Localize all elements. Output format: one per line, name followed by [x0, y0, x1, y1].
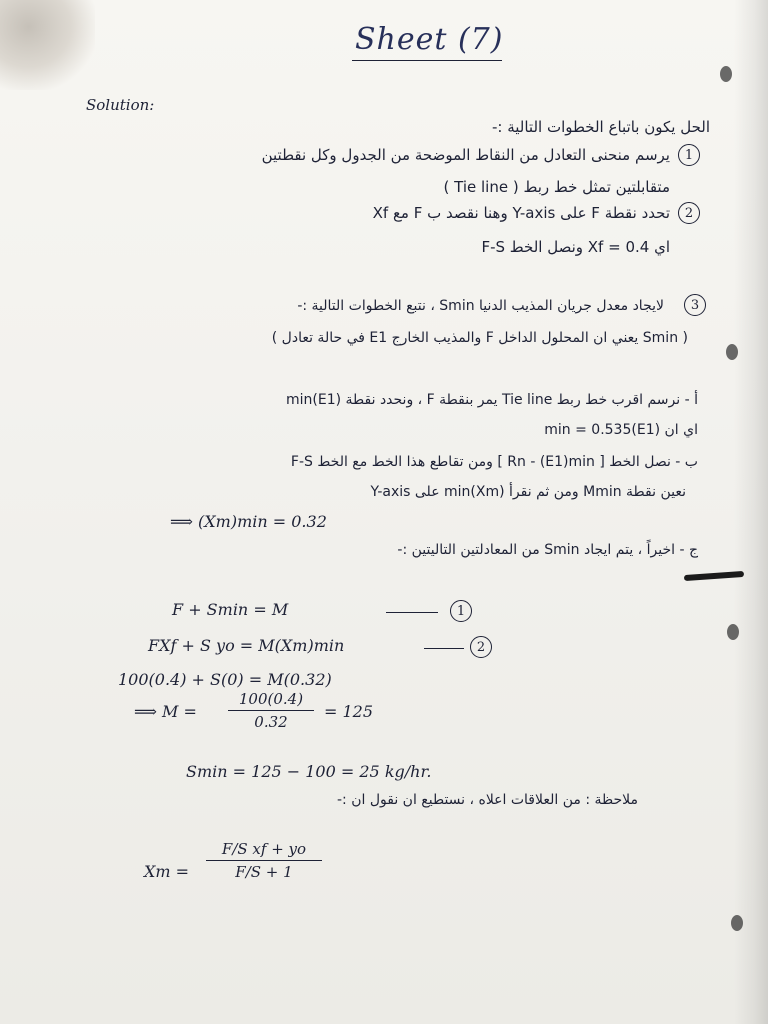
step2-line2: اي Xf = 0.4 ونصل الخط F-S	[481, 238, 670, 256]
equation-dash	[386, 612, 438, 613]
torn-corner	[0, 0, 95, 90]
punch-hole-mark	[726, 344, 738, 360]
equation-dash	[424, 648, 464, 649]
step3-line2: ( Smin يعني ان المحلول الداخل F والمذيب الخارج E1 في حالة تعادل )	[271, 330, 688, 346]
step3c-line: ج - اخيراً ، يتم ايجاد Smin من المعادلتين التاليتين :-	[397, 542, 698, 558]
equation-2: FXf + S yo = M(Xm)min	[148, 636, 345, 655]
page-title: Sheet (7)	[355, 22, 504, 57]
step3-line1: لايجاد معدل جريان المذيب الدنيا Smin ، نتبع الخطوات التالية :-	[297, 298, 664, 314]
m-denominator: 0.32	[254, 713, 288, 731]
step1-line1: يرسم منحنى التعادل من النقاط الموضحة من الجدول وكل نقطتين	[261, 146, 670, 164]
equation-number: 1	[450, 600, 472, 622]
punch-hole-mark	[731, 915, 743, 931]
punch-hole-mark	[720, 66, 732, 82]
step-number: 3	[684, 294, 706, 316]
page-edge-shadow	[734, 0, 768, 1024]
xm-formula-lhs: Xm =	[144, 862, 190, 881]
equation-3: 100(0.4) + S(0) = M(0.32)	[118, 670, 332, 689]
fraction-bar	[206, 860, 322, 861]
xm-numerator: F/S xf + yo	[221, 840, 307, 858]
fraction-bar	[228, 710, 314, 711]
step-number: 2	[678, 202, 700, 224]
step-number: 1	[678, 144, 700, 166]
step2-line1: تحدد نقطة F على Y-axis وهنا نقصد ب F مع Xf	[372, 204, 670, 222]
equation-number: 2	[470, 636, 492, 658]
punch-hole-mark	[727, 624, 739, 640]
solution-label: Solution:	[86, 96, 155, 114]
note-line: ملاحظة : من العلاقات اعلاه ، نستطيع ان نقول ان :-	[337, 792, 638, 808]
smin-equation: Smin = 125 − 100 = 25 kg/hr.	[186, 762, 432, 781]
m-prefix: ⟹ M =	[134, 702, 197, 721]
m-numerator: 100(0.4)	[238, 690, 304, 708]
equation-1: F + Smin = M	[172, 600, 289, 619]
step3a-line2: اي ان (E1)min = 0.535	[544, 422, 698, 438]
m-fraction	[228, 690, 314, 731]
title-underline	[352, 60, 502, 61]
step1-line2: متقابلتين تمثل خط ربط ( Tie line )	[443, 178, 670, 196]
xm-min-result: ⟹ (Xm)min = 0.32	[170, 512, 327, 531]
m-result: = 125	[324, 702, 374, 721]
step3b-line2: نعين نقطة Mmin ومن ثم نقرأ (Xm)min على Y-axis	[370, 484, 686, 500]
intro-line: الحل يكون باتباع الخطوات التالية :-	[491, 118, 710, 136]
step3a-line1: أ - نرسم اقرب خط ربط Tie line يمر بنقطة F ، ونحدد نقطة (E1)min	[285, 392, 698, 408]
xm-denominator: F/S + 1	[235, 863, 293, 881]
step3b-line1: ب - نصل الخط [ Rn - (E1)min ] ومن تقاطع هذا الخط مع الخط F-S	[290, 454, 698, 470]
xm-fraction	[206, 840, 322, 881]
